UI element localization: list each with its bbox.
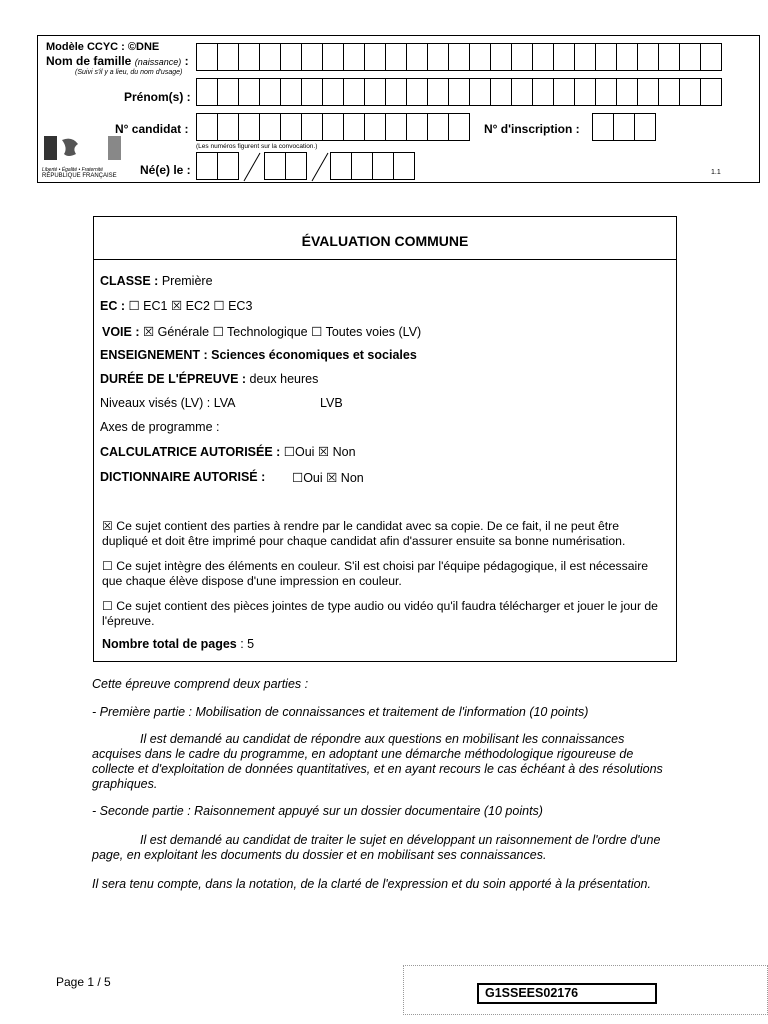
- letter-box[interactable]: [679, 78, 701, 106]
- subject-code: G1SSEES02176: [477, 983, 657, 1004]
- letter-box[interactable]: [217, 78, 239, 106]
- birth-month-boxes[interactable]: [264, 152, 306, 180]
- candidate-number-label: N° candidat :: [115, 122, 189, 136]
- exam-title: ÉVALUATION COMMUNE: [301, 233, 469, 249]
- letter-box[interactable]: [532, 43, 554, 71]
- voie-line: VOIE : ☒ Générale ☐ Technologique ☐ Toutes voies (LV): [102, 325, 422, 339]
- total-pages-line: Nombre total de pages : 5: [102, 637, 255, 651]
- letter-box[interactable]: [406, 78, 428, 106]
- letter-box[interactable]: [469, 43, 491, 71]
- last-name-boxes[interactable]: [196, 43, 721, 71]
- note-scan-copy: ☒ Ce sujet contient des parties à rendre par le candidat avec sa copie. De ce fait, il ne peut être dupliqué et doit être imprimé pour chaque candidat afin d'assurer ensuite sa bonne numérisation.: [102, 519, 626, 548]
- letter-box[interactable]: [385, 113, 407, 141]
- letter-box[interactable]: [238, 43, 260, 71]
- last-name-label: Nom de famille (naissance) :: [46, 54, 189, 68]
- letter-box[interactable]: [280, 78, 302, 106]
- letter-box[interactable]: [469, 78, 491, 106]
- letter-box[interactable]: [553, 43, 575, 71]
- axes-line: Axes de programme :: [100, 420, 220, 434]
- first-name-boxes[interactable]: [196, 78, 721, 106]
- part2-text: Il est demandé au candidat de traiter le sujet en développant un raisonnement de l'ordre d'une page, en exploitant les documents du dossier et en mobilisant ses connaissances.: [92, 833, 661, 862]
- letter-box[interactable]: [637, 78, 659, 106]
- letter-box[interactable]: [264, 152, 286, 180]
- letter-box[interactable]: [322, 78, 344, 106]
- ec-line: EC : ☐ EC1 ☒ EC2 ☐ EC3: [100, 299, 253, 313]
- candidate-number-note: (Les numéros figurent sur la convocation.): [196, 143, 318, 150]
- letter-box[interactable]: [553, 78, 575, 106]
- letter-box[interactable]: [372, 152, 394, 180]
- note-media: ☐ Ce sujet contient des pièces jointes de type audio ou vidéo qu'il faudra télécharger et jouer le jour de l'épreuve.: [102, 599, 658, 628]
- letter-box[interactable]: [259, 113, 281, 141]
- letter-box[interactable]: [595, 43, 617, 71]
- letter-box[interactable]: [448, 78, 470, 106]
- letter-box[interactable]: [322, 43, 344, 71]
- letter-box[interactable]: [427, 113, 449, 141]
- letter-box[interactable]: [364, 78, 386, 106]
- enseignement-line: ENSEIGNEMENT : Sciences économiques et sociales: [100, 348, 417, 362]
- logo-motto: Liberté • Égalité • Fraternité: [42, 167, 104, 173]
- letter-box[interactable]: [427, 43, 449, 71]
- letter-box[interactable]: [343, 113, 365, 141]
- letter-box[interactable]: [343, 78, 365, 106]
- classe-line: CLASSE : Première: [100, 274, 213, 288]
- letter-box[interactable]: [259, 43, 281, 71]
- letter-box[interactable]: [613, 113, 635, 141]
- letter-box[interactable]: [511, 43, 533, 71]
- letter-box[interactable]: [634, 113, 656, 141]
- presentation-note: Il sera tenu compte, dans la notation, de la clarté de l'expression et du soin apporté à la présentation.: [92, 877, 651, 891]
- letter-box[interactable]: [280, 113, 302, 141]
- page-number: Page 1 / 5: [56, 975, 111, 989]
- logo-name: RÉPUBLIQUE FRANÇAISE: [42, 173, 117, 179]
- letter-box[interactable]: [385, 43, 407, 71]
- letter-box[interactable]: [532, 78, 554, 106]
- last-name-sub: (Suivi s'il y a lieu, du nom d'usage): [75, 69, 183, 76]
- letter-box[interactable]: [196, 43, 218, 71]
- exam-info-box: [93, 216, 677, 662]
- letter-box[interactable]: [637, 43, 659, 71]
- letter-box[interactable]: [574, 78, 596, 106]
- letter-box[interactable]: [322, 113, 344, 141]
- letter-box[interactable]: [196, 152, 218, 180]
- letter-box[interactable]: [427, 78, 449, 106]
- part1-title: - Première partie : Mobilisation de connaissances et traitement de l'information (10 points): [92, 705, 589, 719]
- letter-box[interactable]: [616, 78, 638, 106]
- letter-box[interactable]: [196, 78, 218, 106]
- part2-title: - Seconde partie : Raisonnement appuyé sur un dossier documentaire (10 points): [92, 804, 543, 818]
- first-name-label: Prénom(s) :: [124, 90, 191, 104]
- calculatrice-line: CALCULATRICE AUTORISÉE : ☐Oui ☒ Non: [100, 445, 356, 459]
- birth-date-label: Né(e) le :: [140, 163, 191, 177]
- version-label: 1.1: [711, 169, 721, 176]
- letter-box[interactable]: [595, 78, 617, 106]
- republique-francaise-logo: [42, 134, 124, 180]
- lvb-label: LVB: [320, 396, 343, 410]
- letter-box[interactable]: [448, 43, 470, 71]
- registration-label: N° d'inscription :: [484, 122, 580, 136]
- letter-box[interactable]: [616, 43, 638, 71]
- dictionnaire-line: DICTIONNAIRE AUTORISÉ :: [100, 470, 266, 484]
- candidate-number-boxes[interactable]: [196, 113, 469, 141]
- letter-box[interactable]: [679, 43, 701, 71]
- letter-box[interactable]: [406, 43, 428, 71]
- letter-box[interactable]: [511, 78, 533, 106]
- letter-box[interactable]: [285, 152, 307, 180]
- candidate-header-form: [37, 35, 760, 183]
- letter-box[interactable]: [385, 78, 407, 106]
- letter-box[interactable]: [351, 152, 373, 180]
- birth-year-boxes[interactable]: [330, 152, 414, 180]
- exam-title-bar: [94, 217, 676, 260]
- letter-box[interactable]: [238, 113, 260, 141]
- registration-boxes[interactable]: [592, 113, 655, 141]
- letter-box[interactable]: [301, 78, 323, 106]
- letter-box[interactable]: [259, 78, 281, 106]
- dictionnaire-value: ☐Oui ☒ Non: [292, 471, 364, 485]
- letter-box[interactable]: [406, 113, 428, 141]
- letter-box[interactable]: [330, 152, 352, 180]
- letter-box[interactable]: [238, 78, 260, 106]
- note-color: ☐ Ce sujet intègre des éléments en couleur. S'il est choisi par l'équipe pédagogique, il est nécessaire que chaque élève dispose d'une impression en couleur.: [102, 559, 649, 588]
- letter-box[interactable]: [574, 43, 596, 71]
- letter-box[interactable]: [448, 113, 470, 141]
- letter-box[interactable]: [592, 113, 614, 141]
- letter-box[interactable]: [364, 113, 386, 141]
- letter-box[interactable]: [217, 43, 239, 71]
- letter-box[interactable]: [217, 113, 239, 141]
- letter-box[interactable]: [196, 113, 218, 141]
- letter-box[interactable]: [490, 43, 512, 71]
- letter-box[interactable]: [301, 43, 323, 71]
- letter-box[interactable]: [658, 43, 680, 71]
- letter-box[interactable]: [217, 152, 239, 180]
- letter-box[interactable]: [301, 113, 323, 141]
- letter-box[interactable]: [343, 43, 365, 71]
- duree-line: DURÉE DE L'ÉPREUVE : deux heures: [100, 372, 319, 386]
- date-separator-1: [238, 152, 266, 182]
- letter-box[interactable]: [700, 78, 722, 106]
- marianne-icon: [42, 134, 124, 162]
- birth-day-boxes[interactable]: [196, 152, 238, 180]
- letter-box[interactable]: [490, 78, 512, 106]
- letter-box[interactable]: [280, 43, 302, 71]
- letter-box[interactable]: [364, 43, 386, 71]
- letter-box[interactable]: [393, 152, 415, 180]
- letter-box[interactable]: [658, 78, 680, 106]
- intro-text: Cette épreuve comprend deux parties :: [92, 677, 309, 691]
- letter-box[interactable]: [700, 43, 722, 71]
- model-label: Modèle CCYC : ©DNE: [46, 41, 160, 53]
- niveaux-line: Niveaux visés (LV) : LVA: [100, 396, 236, 410]
- part1-text: Il est demandé au candidat de répondre aux questions en mobilisant les connaissances acquises dans le cadre du programme, en adoptant une démarche méthodologique rigoureuse de collecte et d'exploitation de données quantitatives, et en ayant recours le cas échéant à des résolutions graphiques.: [92, 732, 663, 791]
